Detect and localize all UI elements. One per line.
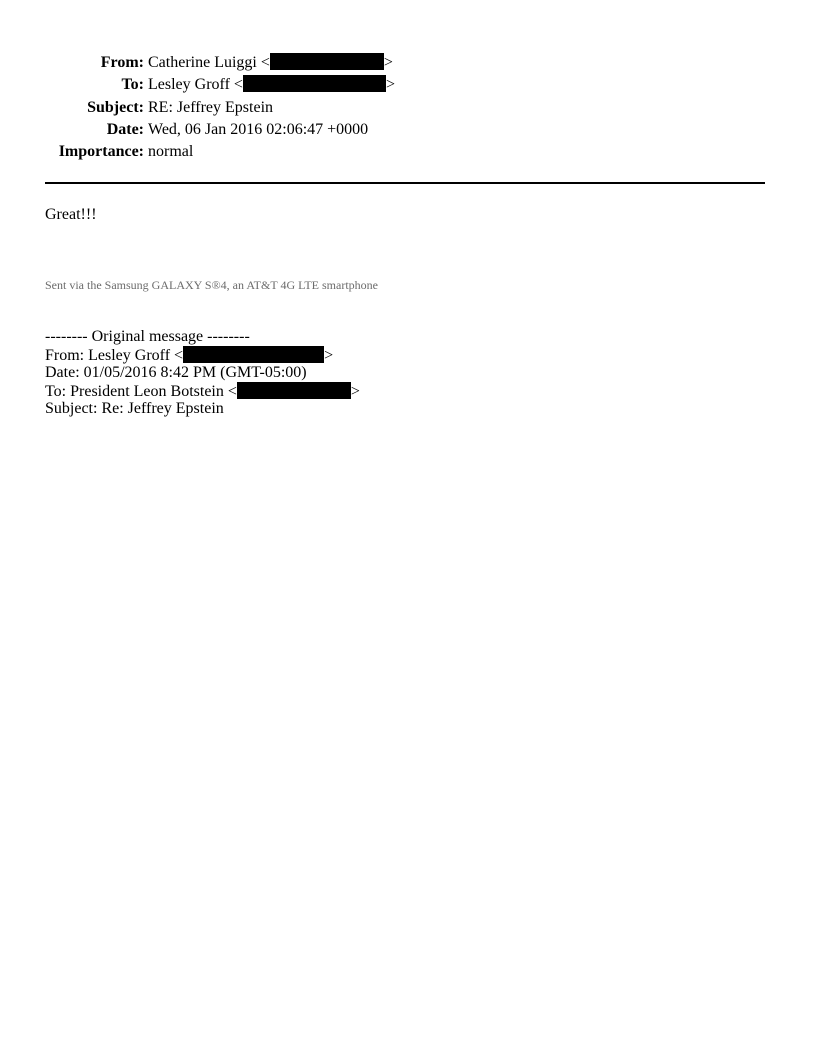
header-from-name: Catherine Luiggi <box>148 54 257 71</box>
original-to-line <box>45 382 360 400</box>
lt-bracket: < <box>174 347 184 364</box>
gt-bracket: > <box>350 383 360 400</box>
original-subject-line: Subject: Re: Jeffrey Epstein <box>45 400 224 417</box>
header-to-label: To: <box>121 76 144 94</box>
mobile-signature: Sent via the Samsung GALAXY S®4, an AT&T 4G LTE smartphone <box>45 278 378 292</box>
original-message-separator: -------- Original message -------- <box>45 328 250 345</box>
header-from-row <box>0 52 816 74</box>
header-date-label: Date: <box>106 120 144 138</box>
original-date-line: Date: 01/05/2016 8:42 PM (GMT-05:00) <box>45 364 307 381</box>
redacted-email-address <box>243 75 386 92</box>
header-importance-value: normal <box>148 143 194 161</box>
gt-bracket: > <box>385 76 395 94</box>
redacted-email-address <box>183 346 324 363</box>
header-subject-label: Subject: <box>87 98 144 116</box>
original-to-label: To: <box>45 383 67 400</box>
lt-bracket: < <box>233 76 243 94</box>
header-importance-row <box>0 141 816 163</box>
redacted-email-address <box>237 382 351 399</box>
header-divider <box>45 182 765 184</box>
header-date-value: Wed, 06 Jan 2016 02:06:47 +0000 <box>148 120 369 138</box>
header-subject-row <box>0 97 816 119</box>
original-to-name: President Leon Botstein <box>70 383 224 400</box>
lt-bracket: < <box>227 383 237 400</box>
email-header <box>0 52 816 163</box>
header-importance-label: Importance: <box>58 143 144 161</box>
message-body: Great!!! <box>45 206 97 223</box>
header-date-row <box>0 119 816 141</box>
gt-bracket: > <box>324 347 334 364</box>
lt-bracket: < <box>260 54 270 71</box>
header-from-label: From: <box>100 54 144 71</box>
header-from-value <box>148 52 393 74</box>
header-to-name: Lesley Groff <box>148 76 230 94</box>
header-to-value <box>148 74 395 96</box>
original-message <box>45 328 360 418</box>
original-from-label: From: <box>45 347 85 364</box>
redacted-email-address <box>270 53 384 70</box>
gt-bracket: > <box>383 54 393 71</box>
original-from-name: Lesley Groff <box>88 347 171 364</box>
header-subject-value: RE: Jeffrey Epstein <box>148 98 274 116</box>
header-to-row <box>0 74 816 96</box>
original-from-line <box>45 346 360 364</box>
